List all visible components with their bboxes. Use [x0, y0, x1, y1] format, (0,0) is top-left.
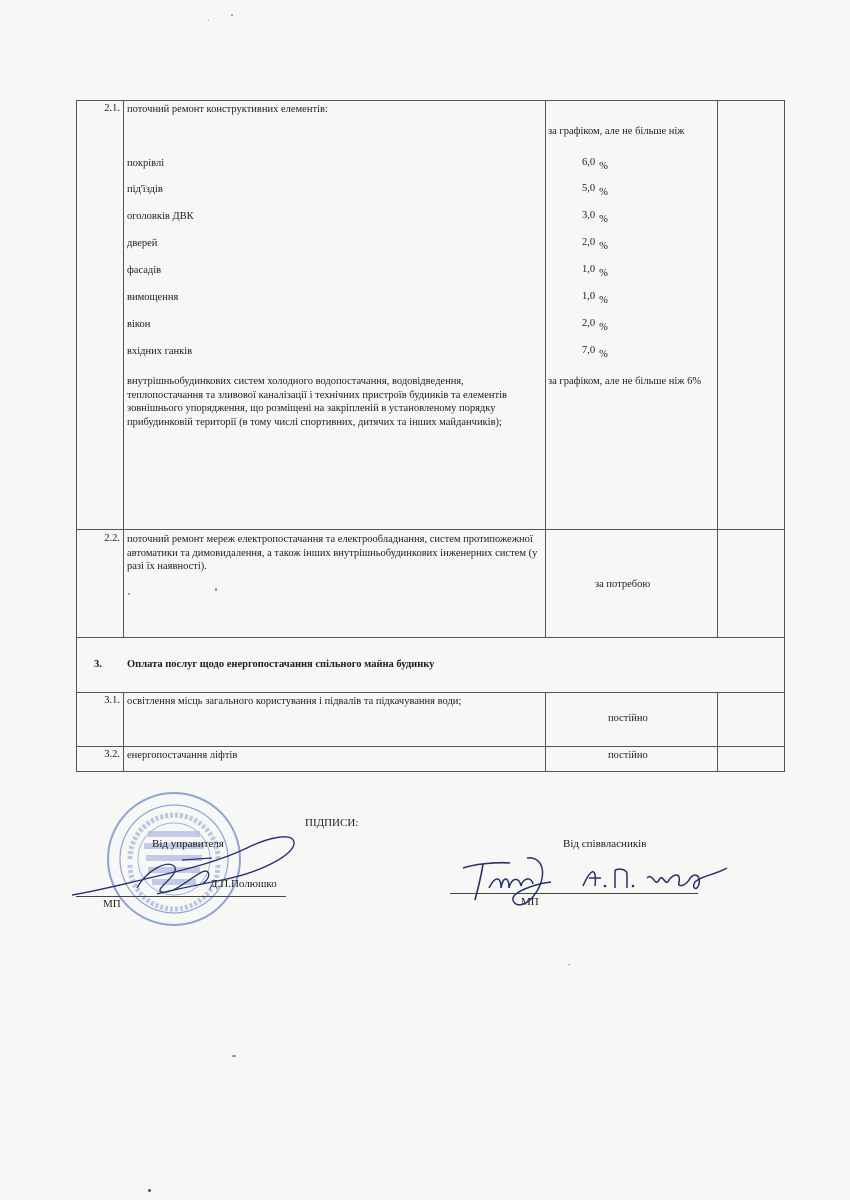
item-label: дверей	[127, 238, 158, 249]
col-divider-number	[123, 100, 124, 637]
row-text: поточний ремонт мереж електропостачання та електрообладнання, систем протипожежної автоматики та димовидалення, а також інших внутрішньобудинкових інженерних систем (у разі їх наявності).	[127, 534, 538, 572]
owners-signature-icon	[455, 848, 745, 918]
scan-speck	[148, 1189, 151, 1192]
manager-label: Від управителя	[152, 838, 224, 850]
row-number: 2.2.	[104, 533, 120, 544]
scan-speck	[231, 14, 233, 16]
manager-name: Д.П.Полюшко	[210, 878, 277, 890]
item-value: 6,0 %	[582, 157, 608, 172]
item-value: 7,0 %	[582, 345, 608, 360]
scan-speck	[215, 588, 217, 591]
stamp-mark-right: МП	[521, 896, 539, 908]
section-title: Оплата послуг щодо енергопостачання спільного майна будинку	[127, 659, 435, 670]
stamp-mark-left: МП	[103, 898, 121, 910]
item-value: 1,0 %	[582, 291, 608, 306]
item-value: 2,0 %	[582, 237, 608, 252]
item-value: 1,0 %	[582, 264, 608, 279]
item-label: покрівлі	[127, 158, 165, 169]
schedule-text: за графіком, але не більше ніж	[548, 126, 685, 137]
item-value: 5,0 %	[582, 183, 608, 198]
item-value: 3,0 %	[582, 210, 608, 225]
item-value: 2,0 %	[582, 318, 608, 333]
manager-signature-icon	[62, 820, 302, 910]
frequency-text: за потребою	[595, 579, 651, 590]
row-text: енергопостачання ліфтів	[127, 750, 238, 761]
scan-speck	[568, 964, 570, 965]
row-divider-3	[76, 637, 785, 638]
item-label: вхідних ганків	[127, 346, 193, 357]
section-number: 3.	[94, 659, 102, 670]
frequency-text: постійно	[608, 750, 648, 761]
frequency-text: постійно	[608, 713, 648, 724]
col-divider-freq	[545, 100, 546, 637]
item-label: фасадів	[127, 265, 162, 276]
col-divider-last	[717, 100, 718, 637]
row-number: 3.2.	[104, 749, 120, 760]
item-label: вимощення	[127, 292, 179, 303]
item-label: оголовків ДВК	[127, 211, 194, 222]
row-divider-22	[76, 529, 785, 530]
col-divider-number-lower	[123, 692, 124, 772]
row-number: 3.1.	[104, 695, 120, 706]
scan-speck	[128, 593, 130, 595]
systems-schedule: за графіком, але не більше ніж 6%	[548, 376, 702, 387]
scan-speck	[232, 1055, 236, 1057]
systems-text: внутрішньобудинкових систем холодного водопостачання, водовідведення, теплопостачання та зливової каналізації і технічних пристроїв будинків та елементів зовнішнього упорядження, що розміщені на закріпленій в установленому порядку прибудинковій території (в тому числі спортивних, дитячих та інших майданчиків);	[127, 376, 507, 428]
row-text: освітлення місць загального користування і підвалів та підкачування води;	[127, 696, 462, 707]
col-divider-freq-lower	[545, 692, 546, 772]
owners-label: Від співвласників	[563, 838, 647, 850]
item-label: вікон	[127, 319, 151, 330]
signatures-heading: ПІДПИСИ:	[305, 817, 359, 829]
scan-speck	[208, 20, 209, 21]
row-divider-32	[76, 746, 785, 747]
row-divider-31	[76, 692, 785, 693]
row-number: 2.1.	[104, 103, 120, 114]
item-label: під'їздів	[127, 184, 163, 195]
col-divider-last-lower	[717, 692, 718, 772]
row-title: поточний ремонт конструктивних елементів:	[127, 104, 328, 115]
